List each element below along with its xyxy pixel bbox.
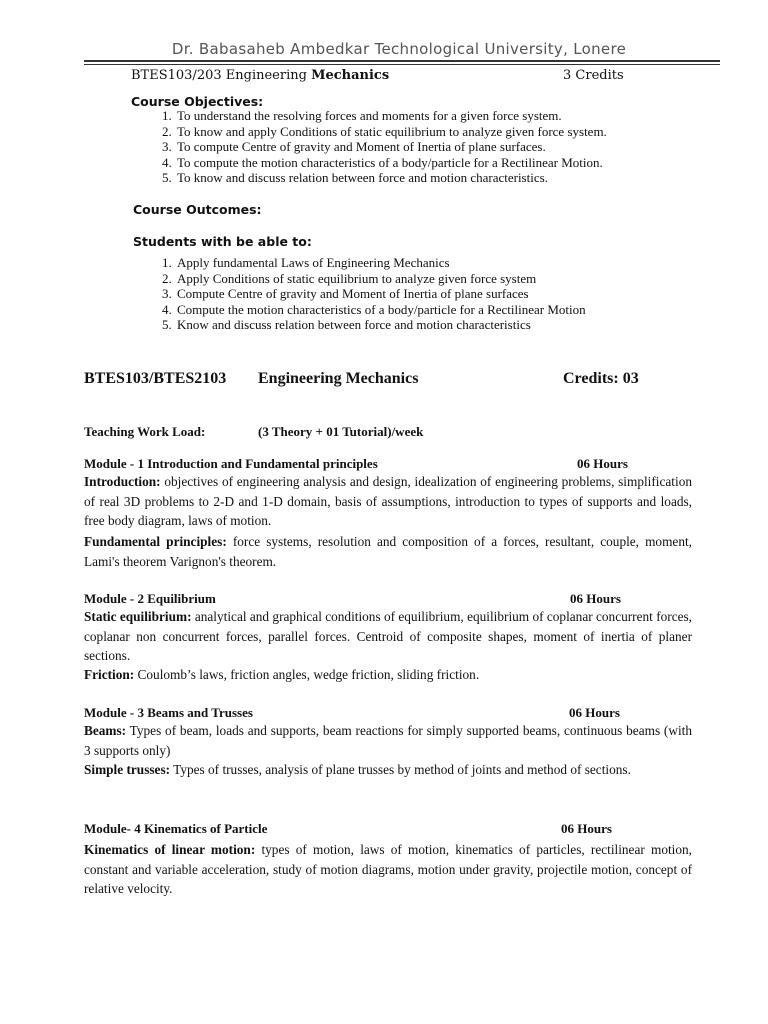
workload-value: (3 Theory + 01 Tutorial)/week (258, 424, 424, 439)
syllabus-code: BTES103/BTES2103 (84, 370, 227, 387)
list-item: 5. To know and discuss relation between force and motion characteristics. (175, 170, 607, 186)
list-item: 5. Know and discuss relation between force and motion characteristics (175, 317, 662, 333)
list-item: 2. Apply Conditions of static equilibrium to analyze given force system (175, 271, 662, 287)
list-item: 4. To compute the motion characteristics of a body/particle for a Rectilinear Motion. (175, 155, 607, 171)
module-3-beams (84, 721, 692, 760)
list-item: 1. Apply fundamental Laws of Engineering Mechanics (175, 255, 662, 271)
module-hours: 06 Hours (561, 821, 612, 836)
topic-text: force systems, resolution and composition of a forces, resultant, couple, moment, Lami's theorem Varignon's theorem. (84, 534, 692, 569)
university-header: Dr. Babasaheb Ambedkar Technological University, Lonere (171, 40, 627, 58)
module-4-kinematics-linear-motion (84, 840, 692, 899)
workload-label: Teaching Work Load: (84, 424, 206, 439)
module-hours: 06 Hours (570, 591, 621, 606)
topic-label: Friction: (84, 667, 135, 682)
topic-text: objectives of engineering analysis and design, idealization of engineering problems, simplification of real 3D problems to 2-D and 1-D domain, basis of assumptions, introduction to types of supports and loads, free body diagram, laws of motion. (84, 474, 692, 528)
module-title: Module - 2 Equilibrium (84, 591, 216, 606)
topic-text: Types of trusses, analysis of plane trusses by method of joints and method of sections. (170, 762, 631, 777)
topic-text: types of motion, laws of motion, kinematics of particles, rectilinear motion, constant and variable acceleration, study of motion diagrams, motion under gravity, projectile motion, concept of relative velocity. (84, 842, 692, 896)
course-credits: 3 Credits (563, 68, 624, 83)
topic-label: Beams: (84, 723, 127, 738)
module-2-static-equilibrium (84, 607, 692, 666)
syllabus-title: Engineering Mechanics (258, 370, 419, 387)
module-1-fundamental-principles (84, 532, 692, 571)
syllabus-credits: Credits: 03 (563, 370, 639, 387)
list-item: 1. To understand the resolving forces and moments for a given force system. (175, 108, 607, 124)
topic-label: Simple trusses: (84, 762, 171, 777)
module-title: Module - 3 Beams and Trusses (84, 705, 253, 720)
outcomes-list (153, 255, 662, 333)
topic-text: Coulomb’s laws, friction angles, wedge friction, sliding friction. (134, 667, 480, 682)
objectives-title: Course Objectives: (131, 94, 264, 109)
topic-label: Static equilibrium: (84, 609, 192, 624)
header-rule-thin (84, 64, 720, 65)
outcomes-title: Course Outcomes: (133, 202, 262, 217)
module-hours: 06 Hours (569, 705, 620, 720)
module-1-heading (84, 456, 644, 472)
list-item: 3. To compute Centre of gravity and Moment of Inertia of plane surfaces. (175, 139, 607, 155)
module-title: Module - 1 Introduction and Fundamental principles (84, 456, 378, 471)
objectives-list (153, 108, 607, 186)
course-header (131, 68, 628, 83)
topic-text: Types of beam, loads and supports, beam reactions for simply supported beams, continuous beams (with 3 supports only) (84, 723, 692, 758)
list-item: 4. Compute the motion characteristics of a body/particle for a Rectilinear Motion (175, 302, 662, 318)
topic-label: Introduction: (84, 474, 161, 489)
topic-text: analytical and graphical conditions of equilibrium, equilibrium of coplanar concurrent forces, coplanar non concurrent forces, parallel forces. Centroid of composite shapes, moment of inertia of planer sections. (84, 609, 692, 663)
list-item: 3. Compute Centre of gravity and Moment of Inertia of plane surfaces (175, 286, 662, 302)
module-title: Module- 4 Kinematics of Particle (84, 821, 268, 836)
module-3-heading (84, 705, 644, 721)
course-title-bold: Mechanics (311, 68, 390, 83)
module-4-heading (84, 821, 644, 837)
module-2-heading (84, 591, 644, 607)
list-item: 2. To know and apply Conditions of static equilibrium to analyze given force system. (175, 124, 607, 140)
module-3-simple-trusses (84, 760, 692, 780)
topic-label: Fundamental principles: (84, 534, 227, 549)
course-code-title: BTES103/203 Engineering (131, 68, 312, 83)
module-1-introduction (84, 472, 692, 531)
outcomes-subtitle: Students with be able to: (133, 234, 312, 249)
module-hours: 06 Hours (577, 456, 628, 471)
header-rule (84, 60, 720, 62)
module-2-friction (84, 665, 692, 685)
topic-label: Kinematics of linear motion: (84, 842, 256, 857)
